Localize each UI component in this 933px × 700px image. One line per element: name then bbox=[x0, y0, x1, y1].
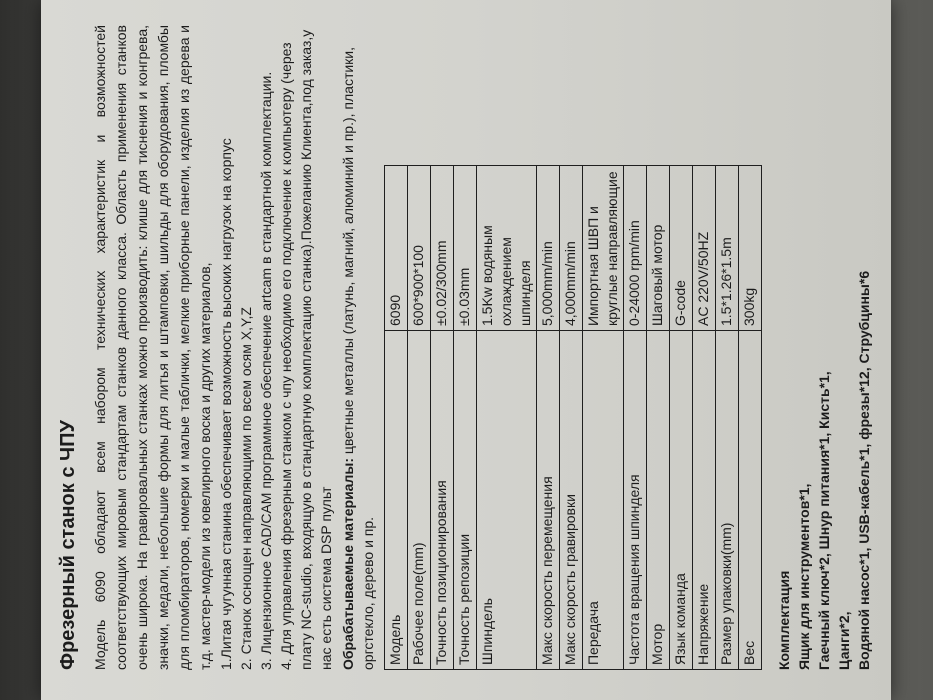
materials-line bbox=[338, 25, 378, 670]
kit-line: Гаечный ключ*2, Шнур питания*1, Кисть*1, bbox=[816, 371, 832, 670]
materials-label: Обрабатываемые материалы: bbox=[340, 458, 356, 670]
table-row bbox=[454, 166, 477, 670]
spec-value: 1.5Kw водяным охлаждением шпинделя bbox=[477, 166, 537, 331]
table-row bbox=[385, 166, 408, 670]
specs-table bbox=[384, 165, 762, 670]
document-page bbox=[41, 0, 891, 700]
table-row bbox=[408, 166, 431, 670]
table-row bbox=[477, 166, 537, 670]
spec-value: 600*900*100 bbox=[408, 166, 431, 331]
kit-line: Водяной насос*1, USB-кабель*1, фрезы*12, Струбцины*6 bbox=[856, 270, 872, 670]
spec-value: Импортная ШВП и круглые направляющие bbox=[583, 166, 624, 331]
spec-value: 5,000mm/min bbox=[537, 166, 560, 331]
spec-value: ±0.02/300mm bbox=[431, 166, 454, 331]
table-row bbox=[670, 166, 693, 670]
feature-item: 4. Для управления фрезерным станком с чпу необходимо его подключение к компьютеру (через плату NC-studio, входящую в стандартную комплектацию станка).Пожеланию Клиента,под заказ,у нас есть система DSP пульт bbox=[278, 29, 334, 670]
table-row bbox=[560, 166, 583, 670]
table-row bbox=[647, 166, 670, 670]
spec-key: Макс скорость гравировки bbox=[560, 331, 583, 670]
document-title: Фрезерный станок с ЧПУ bbox=[57, 420, 79, 670]
spec-value: G-code bbox=[670, 166, 693, 331]
spec-value: 4,000mm/min bbox=[560, 166, 583, 331]
table-row bbox=[693, 166, 716, 670]
spec-key: Рабочее поле(mm) bbox=[408, 331, 431, 670]
spec-value: 1.5*1.26*1.5m bbox=[716, 166, 739, 331]
table-row bbox=[583, 166, 624, 670]
intro-paragraph: Модель 6090 обладают всем набором технических характеристик и возможностей соответствующих мировым стандартам станков данного класса. Область применения станков очень широка. На гравировальных станках можно производить: клише для тиснения и конгрева, значки, медали, небольшие формы для литья и штамповки, шильды для оборудования, пломбы для пломбираторов, номерки и малые таблички, мелкие приборные панели, изделия из дерева и т.д. мастер-модели из ювелирного воска и других материалов, bbox=[92, 25, 213, 670]
spec-key: Мотор bbox=[647, 331, 670, 670]
table-row bbox=[624, 166, 647, 670]
spec-value: Шаговый мотор bbox=[647, 166, 670, 331]
feature-item: 2. Станок оснощен направляющими по всем осям X,Y,Z bbox=[238, 307, 254, 670]
kit-line: Ящик для инструментов*1, bbox=[796, 483, 812, 670]
table-row bbox=[537, 166, 560, 670]
spec-key: Передача bbox=[583, 331, 624, 670]
table-row bbox=[739, 166, 762, 670]
spec-key: Напряжение bbox=[693, 331, 716, 670]
spec-key: Точность репозиции bbox=[454, 331, 477, 670]
spec-key: Шпиндель bbox=[477, 331, 537, 670]
table-row bbox=[431, 166, 454, 670]
spec-value: 6090 bbox=[385, 166, 408, 331]
spec-key: Макс скорость перемещения bbox=[537, 331, 560, 670]
feature-item: 3. Лицензионное CAD/CAM программное обеспечение artcam в стандартной комплектации. bbox=[258, 71, 274, 670]
spec-key: Модель bbox=[385, 331, 408, 670]
document-content bbox=[53, 25, 874, 670]
spec-value: ±0.03mm bbox=[454, 166, 477, 331]
spec-key: Язык команда bbox=[670, 331, 693, 670]
spec-key: Вес bbox=[739, 331, 762, 670]
spec-value: AC 220V/50HZ bbox=[693, 166, 716, 331]
spec-key: Частота вращения шпинделя bbox=[624, 331, 647, 670]
feature-item: 1.Литая чугунная станина обеспечивает возможность высоких нагрузок на корпус bbox=[218, 138, 234, 670]
spec-value: 300kg bbox=[739, 166, 762, 331]
table-row bbox=[716, 166, 739, 670]
spec-key: Размер упаковки(mm) bbox=[716, 331, 739, 670]
kit-line: Цанги*2, bbox=[836, 611, 852, 670]
materials-text: цветные металлы (латунь, магний, алюминий и пр.), пластики, оргстекло, дерево и пр. bbox=[340, 46, 376, 670]
spec-key: Точность позиционирования bbox=[431, 331, 454, 670]
spec-value: 0-24000 rpm/min bbox=[624, 166, 647, 331]
kit-title: Комплектация bbox=[776, 570, 792, 670]
